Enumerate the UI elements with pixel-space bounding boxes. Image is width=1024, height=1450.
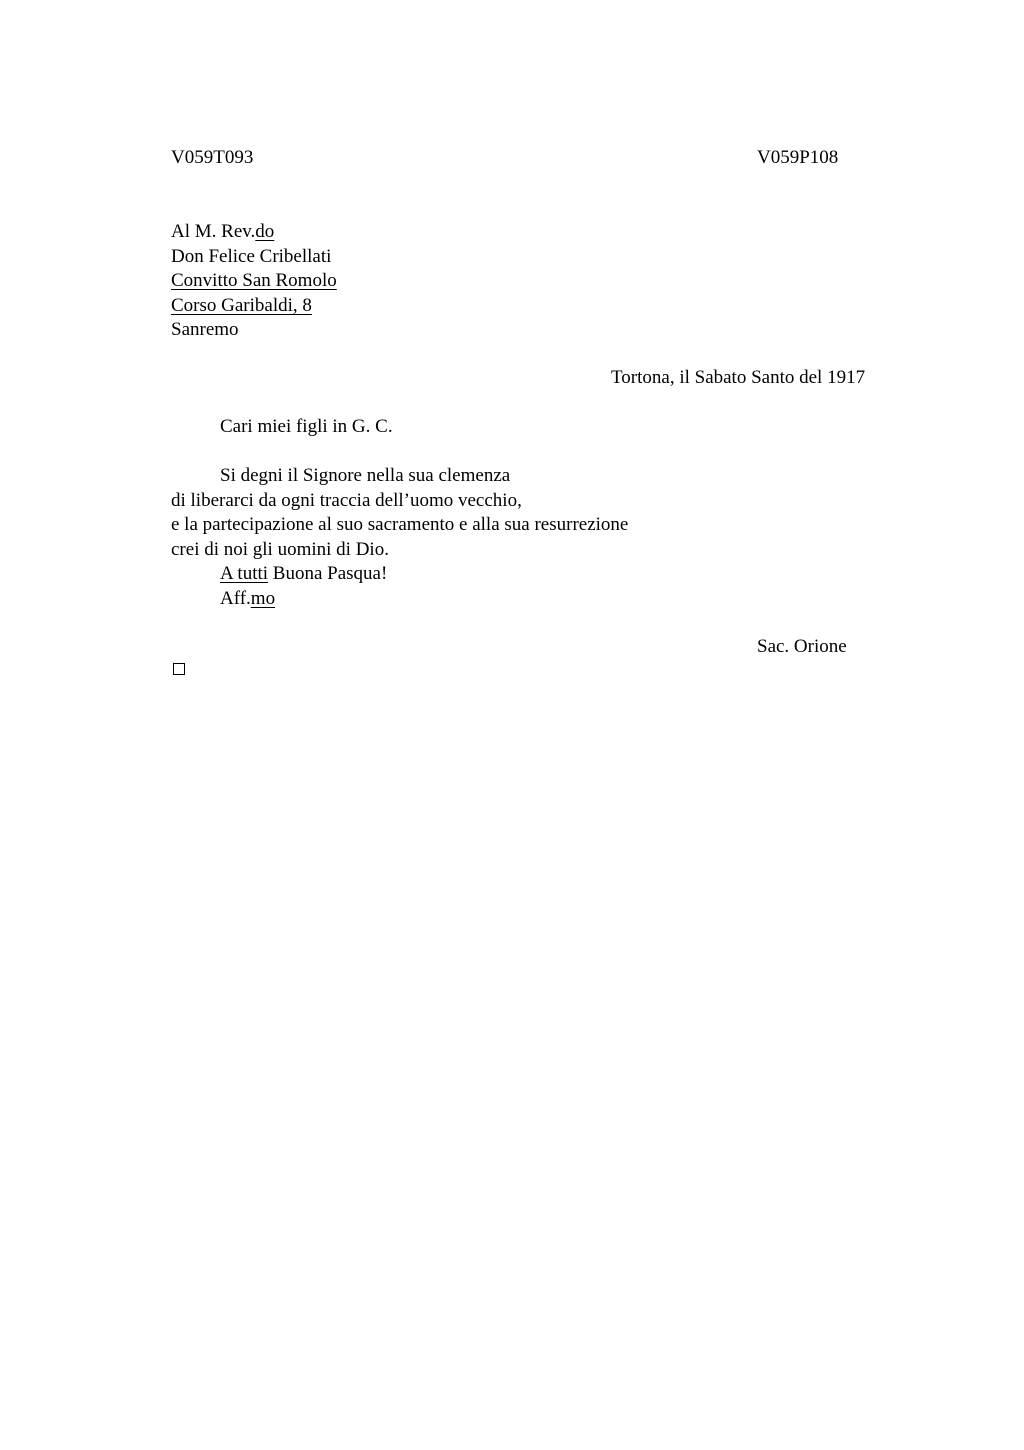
greeting-rest: Buona Pasqua! [268, 563, 388, 584]
address-line-2: Don Felice Cribellati [171, 245, 332, 267]
closing-suffix: mo [250, 587, 276, 609]
body-line-1: Si degni il Signore nella sua clemenza [220, 465, 511, 486]
body-line-4: crei di noi gli uomini di Dio. [171, 538, 389, 560]
address-line-3: Convitto San Romolo [171, 270, 337, 291]
body-line-6 [171, 587, 628, 612]
address-line-1 [171, 220, 337, 245]
signature: Sac. Orione [757, 636, 847, 657]
salutation: Cari miei figli in G. C. [220, 416, 393, 437]
archive-code-left: V059T093 [171, 147, 254, 168]
letter-body [171, 464, 628, 611]
address-title-suffix: do [255, 221, 275, 242]
address-line-5: Sanremo [171, 319, 239, 340]
address-title-prefix: Al M. Rev. [171, 221, 256, 242]
body-line-2: di liberarci da ogni traccia dell’uomo vecchio, [171, 489, 522, 511]
square-symbol-icon [173, 663, 185, 675]
closing-prefix: Aff. [220, 587, 251, 609]
date-line: Tortona, il Sabato Santo del 1917 [611, 367, 866, 388]
greeting-underlined: A tutti [220, 563, 269, 584]
body-line-5 [171, 562, 628, 587]
archive-code-right: V059P108 [757, 147, 839, 168]
recipient-address [171, 220, 337, 343]
body-line-3: e la partecipazione al suo sacramento e alla sua resurrezione [171, 514, 629, 535]
address-line-4: Corso Garibaldi, 8 [171, 294, 312, 316]
